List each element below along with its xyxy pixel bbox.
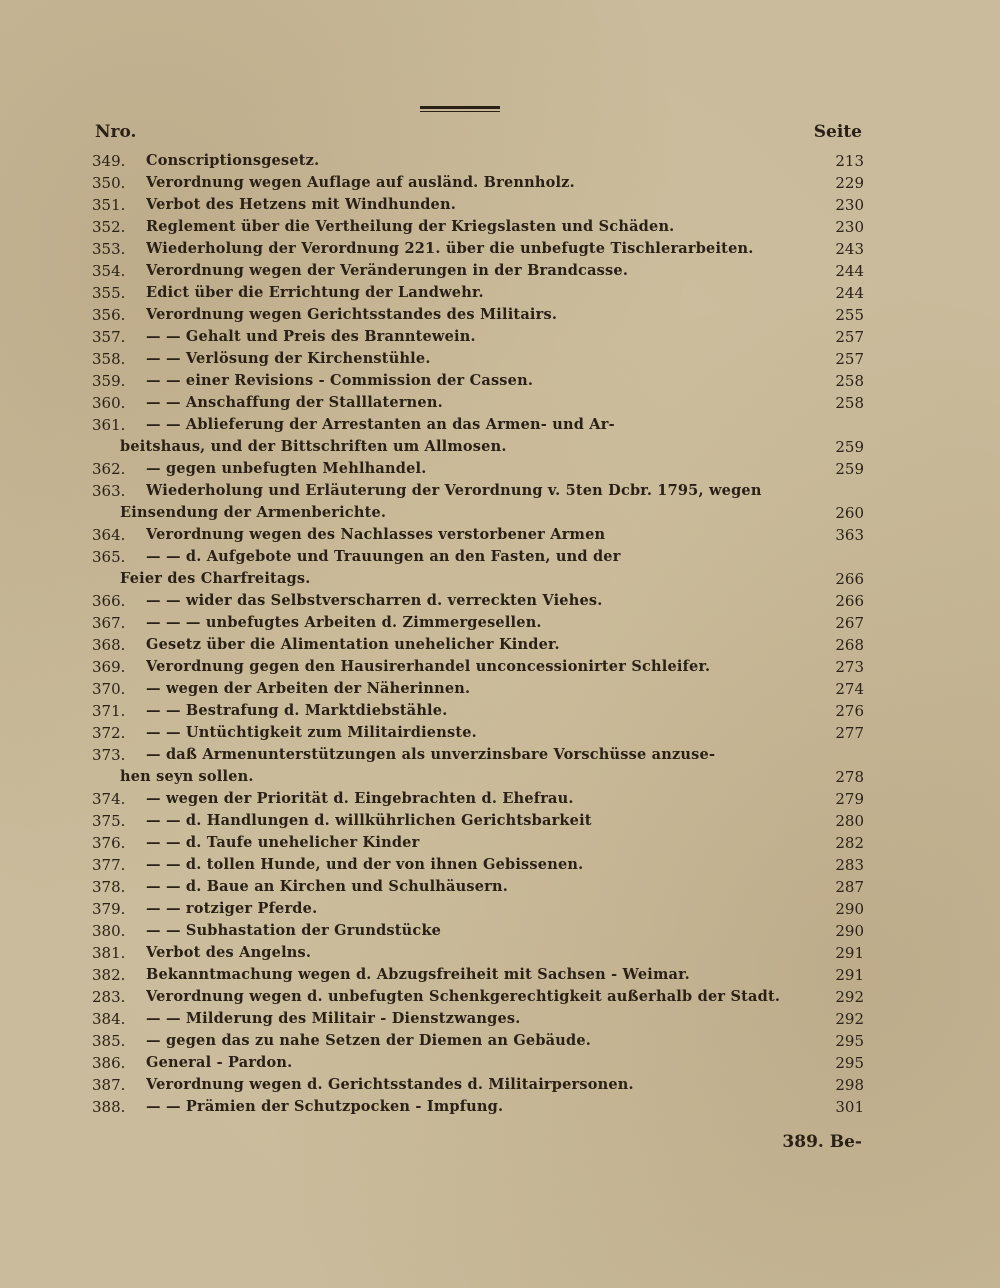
entry-number: 385. bbox=[92, 1032, 126, 1050]
entry-page-number: 259 bbox=[835, 460, 864, 478]
entry-number: 362. bbox=[92, 460, 126, 478]
entry-title: — wegen der Arbeiten der Näherinnen. bbox=[146, 680, 471, 697]
entry-page-number: 257 bbox=[835, 350, 864, 368]
entry-title: Verordnung wegen d. unbefugten Schenkgerechtigkeit außerhalb der Stadt. bbox=[146, 988, 781, 1005]
entry-title: Edict über die Errichtung der Landwehr. bbox=[146, 284, 484, 301]
entry-page-number: 244 bbox=[835, 262, 864, 280]
index-entry bbox=[92, 766, 864, 788]
entry-page-number: 290 bbox=[835, 900, 864, 918]
entry-page-number: 283 bbox=[835, 856, 864, 874]
index-entry bbox=[92, 524, 864, 546]
index-entry bbox=[92, 546, 864, 568]
entry-title: — — d. Handlungen d. willkührlichen Gerichtsbarkeit bbox=[146, 812, 592, 829]
index-entry bbox=[92, 634, 864, 656]
entry-page-number: 295 bbox=[835, 1032, 864, 1050]
index-entry bbox=[92, 216, 864, 238]
index-entry bbox=[92, 194, 864, 216]
entry-title: — — d. Taufe unehelicher Kinder bbox=[146, 834, 420, 851]
entry-title: Gesetz über die Alimentation unehelicher Kinder. bbox=[146, 636, 560, 653]
entry-number: 356. bbox=[92, 306, 126, 324]
entry-number: 381. bbox=[92, 944, 126, 962]
entry-page-number: 298 bbox=[835, 1076, 864, 1094]
entry-title: — — Bestrafung d. Marktdiebstähle. bbox=[146, 702, 448, 719]
entry-title: — — Anschaffung der Stalllaternen. bbox=[146, 394, 443, 411]
entry-page-number: 292 bbox=[835, 1010, 864, 1028]
index-entry bbox=[92, 832, 864, 854]
index-entry bbox=[92, 810, 864, 832]
entry-page-number: 291 bbox=[835, 944, 864, 962]
entry-number: 363. bbox=[92, 482, 126, 500]
entry-number: 361. bbox=[92, 416, 126, 434]
entry-number: 360. bbox=[92, 394, 126, 412]
entry-page-number: 257 bbox=[835, 328, 864, 346]
entry-title: — gegen unbefugten Mehlhandel. bbox=[146, 460, 427, 477]
entry-page-number: 287 bbox=[835, 878, 864, 896]
entry-number: 364. bbox=[92, 526, 126, 544]
entry-title: Verordnung wegen des Nachlasses verstorbener Armen bbox=[146, 526, 606, 543]
entry-number: 374. bbox=[92, 790, 126, 808]
index-entry bbox=[92, 458, 864, 480]
entry-number: 365. bbox=[92, 548, 126, 566]
entry-title: — wegen der Priorität d. Eingebrachten d. Ehefrau. bbox=[146, 790, 574, 807]
entry-number: 380. bbox=[92, 922, 126, 940]
entry-number: 386. bbox=[92, 1054, 126, 1072]
header-rule bbox=[420, 106, 500, 112]
index-entry bbox=[92, 392, 864, 414]
entry-title: — — d. Aufgebote und Trauungen an den Fasten, und der bbox=[146, 548, 621, 565]
entry-number: 376. bbox=[92, 834, 126, 852]
entry-page-number: 266 bbox=[835, 570, 864, 588]
entry-title: — — Gehalt und Preis des Branntewein. bbox=[146, 328, 476, 345]
entry-page-number: 363 bbox=[835, 526, 864, 544]
index-entry bbox=[92, 898, 864, 920]
entry-page-number: 279 bbox=[835, 790, 864, 808]
entry-page-number: 278 bbox=[835, 768, 864, 786]
entry-title: — — d. tollen Hunde, und der von ihnen Gebissenen. bbox=[146, 856, 584, 873]
entry-number: 370. bbox=[92, 680, 126, 698]
entry-title: — — Subhastation der Grundstücke bbox=[146, 922, 442, 939]
entry-number: 351. bbox=[92, 196, 126, 214]
entry-title: Verordnung wegen Auflage auf ausländ. Brennholz. bbox=[146, 174, 575, 191]
entry-title: Wiederholung und Erläuterung der Verordnung v. 5ten Dcbr. 1795, wegen bbox=[146, 482, 762, 499]
column-header-number: Nro. bbox=[95, 122, 137, 142]
entry-number: 379. bbox=[92, 900, 126, 918]
entry-title: — — einer Revisions - Commission der Cassen. bbox=[146, 372, 534, 389]
index-entry bbox=[92, 920, 864, 942]
index-entry bbox=[92, 370, 864, 392]
entry-number: 388. bbox=[92, 1098, 126, 1116]
index-entry bbox=[92, 1008, 864, 1030]
index-entry bbox=[92, 722, 864, 744]
index-entry bbox=[92, 590, 864, 612]
entry-title: Verordnung wegen Gerichtsstandes des Militairs. bbox=[146, 306, 558, 323]
entry-number: 375. bbox=[92, 812, 126, 830]
entry-number: 368. bbox=[92, 636, 126, 654]
entry-title: — — — unbefugtes Arbeiten d. Zimmergesellen. bbox=[146, 614, 542, 631]
entry-number: 349. bbox=[92, 152, 126, 170]
index-entry bbox=[92, 656, 864, 678]
entry-page-number: 267 bbox=[835, 614, 864, 632]
index-entry bbox=[92, 744, 864, 766]
entry-title: Verbot des Angelns. bbox=[146, 944, 312, 961]
index-entry bbox=[92, 150, 864, 172]
index-entry bbox=[92, 942, 864, 964]
index-entry bbox=[92, 612, 864, 634]
entry-page-number: 230 bbox=[835, 196, 864, 214]
index-entry bbox=[92, 260, 864, 282]
entry-title: — — Milderung des Militair - Dienstzwanges. bbox=[146, 1010, 521, 1027]
entry-page-number: 213 bbox=[835, 152, 864, 170]
entry-title: — daß Armenunterstützungen als unverzinsbare Vorschüsse anzuse- bbox=[146, 746, 716, 763]
entry-number: 283. bbox=[92, 988, 126, 1006]
entry-page-number: 266 bbox=[835, 592, 864, 610]
entry-number: 366. bbox=[92, 592, 126, 610]
index-entry bbox=[92, 1052, 864, 1074]
index-entry bbox=[92, 986, 864, 1008]
entry-title: — — Verlösung der Kirchenstühle. bbox=[146, 350, 431, 367]
index-entry bbox=[92, 876, 864, 898]
entry-number: 373. bbox=[92, 746, 126, 764]
entry-page-number: 244 bbox=[835, 284, 864, 302]
entry-title: Wiederholung der Verordnung 221. über die unbefugte Tischlerarbeiten. bbox=[146, 240, 754, 257]
entry-page-number: 282 bbox=[835, 834, 864, 852]
entry-number: 357. bbox=[92, 328, 126, 346]
entry-page-number: 273 bbox=[835, 658, 864, 676]
entry-number: 359. bbox=[92, 372, 126, 390]
entry-title: beitshaus, und der Bittschriften um Allmosen. bbox=[120, 438, 507, 455]
entry-number: 369. bbox=[92, 658, 126, 676]
entry-number: 382. bbox=[92, 966, 126, 984]
entry-number: 377. bbox=[92, 856, 126, 874]
entry-title: Einsendung der Armenberichte. bbox=[120, 504, 387, 521]
entry-title: — gegen das zu nahe Setzen der Diemen an Gebäude. bbox=[146, 1032, 592, 1049]
index-entry bbox=[92, 304, 864, 326]
entry-number: 352. bbox=[92, 218, 126, 236]
entry-title: Feier des Charfreitags. bbox=[120, 570, 311, 587]
entry-page-number: 280 bbox=[835, 812, 864, 830]
entry-title: — — d. Baue an Kirchen und Schulhäusern. bbox=[146, 878, 508, 895]
entry-page-number: 277 bbox=[835, 724, 864, 742]
entry-number: 353. bbox=[92, 240, 126, 258]
entry-number: 371. bbox=[92, 702, 126, 720]
entry-title: — — Prämien der Schutzpocken - Impfung. bbox=[146, 1098, 504, 1115]
column-header-page: Seite bbox=[813, 122, 862, 142]
index-entry bbox=[92, 326, 864, 348]
entry-number: 387. bbox=[92, 1076, 126, 1094]
entry-page-number: 290 bbox=[835, 922, 864, 940]
entry-number: 372. bbox=[92, 724, 126, 742]
entry-number: 384. bbox=[92, 1010, 126, 1028]
entry-page-number: 255 bbox=[835, 306, 864, 324]
index-entry bbox=[92, 238, 864, 260]
index-entry bbox=[92, 1074, 864, 1096]
entry-title: Verordnung wegen d. Gerichtsstandes d. Militairpersonen. bbox=[146, 1076, 634, 1093]
entry-page-number: 274 bbox=[835, 680, 864, 698]
entry-title: — — rotziger Pferde. bbox=[146, 900, 318, 917]
entry-page-number: 292 bbox=[835, 988, 864, 1006]
entry-page-number: 258 bbox=[835, 372, 864, 390]
entry-page-number: 291 bbox=[835, 966, 864, 984]
entry-title: Reglement über die Vertheilung der Kriegslasten und Schäden. bbox=[146, 218, 675, 235]
entry-title: Verbot des Hetzens mit Windhunden. bbox=[146, 196, 456, 213]
entry-page-number: 258 bbox=[835, 394, 864, 412]
entry-number: 350. bbox=[92, 174, 126, 192]
index-entry bbox=[92, 282, 864, 304]
entry-title: — — wider das Selbstverscharren d. verreckten Viehes. bbox=[146, 592, 603, 609]
catchword: 389. Be- bbox=[782, 1132, 862, 1152]
entry-title: hen seyn sollen. bbox=[120, 768, 254, 785]
entry-title: Conscriptionsgesetz. bbox=[146, 152, 320, 169]
entry-page-number: 260 bbox=[835, 504, 864, 522]
index-entry bbox=[92, 1096, 864, 1118]
entry-page-number: 276 bbox=[835, 702, 864, 720]
entry-title: Bekanntmachung wegen d. Abzugsfreiheit mit Sachsen - Weimar. bbox=[146, 966, 690, 983]
entry-number: 367. bbox=[92, 614, 126, 632]
index-entry bbox=[92, 788, 864, 810]
index-entry bbox=[92, 436, 864, 458]
entry-page-number: 229 bbox=[835, 174, 864, 192]
entry-title: — — Untüchtigkeit zum Militairdienste. bbox=[146, 724, 477, 741]
index-entry bbox=[92, 568, 864, 590]
entry-number: 354. bbox=[92, 262, 126, 280]
index-entry bbox=[92, 1030, 864, 1052]
index-entry bbox=[92, 854, 864, 876]
entry-page-number: 268 bbox=[835, 636, 864, 654]
index-entry bbox=[92, 172, 864, 194]
entry-page-number: 301 bbox=[835, 1098, 864, 1116]
index-entry bbox=[92, 348, 864, 370]
entry-number: 355. bbox=[92, 284, 126, 302]
index-entry bbox=[92, 700, 864, 722]
entry-page-number: 230 bbox=[835, 218, 864, 236]
entry-title: Verordnung wegen der Veränderungen in der Brandcasse. bbox=[146, 262, 629, 279]
entry-title: — — Ablieferung der Arrestanten an das Armen- und Ar- bbox=[146, 416, 615, 433]
entry-page-number: 243 bbox=[835, 240, 864, 258]
entry-page-number: 259 bbox=[835, 438, 864, 456]
entry-number: 378. bbox=[92, 878, 126, 896]
index-list bbox=[92, 150, 864, 1118]
index-entry bbox=[92, 678, 864, 700]
index-entry bbox=[92, 502, 864, 524]
entry-title: General - Pardon. bbox=[146, 1054, 293, 1071]
entry-number: 358. bbox=[92, 350, 126, 368]
index-entry bbox=[92, 480, 864, 502]
index-entry bbox=[92, 414, 864, 436]
entry-title: Verordnung gegen den Hausirerhandel unconcessionirter Schleifer. bbox=[146, 658, 711, 675]
index-entry bbox=[92, 964, 864, 986]
entry-page-number: 295 bbox=[835, 1054, 864, 1072]
